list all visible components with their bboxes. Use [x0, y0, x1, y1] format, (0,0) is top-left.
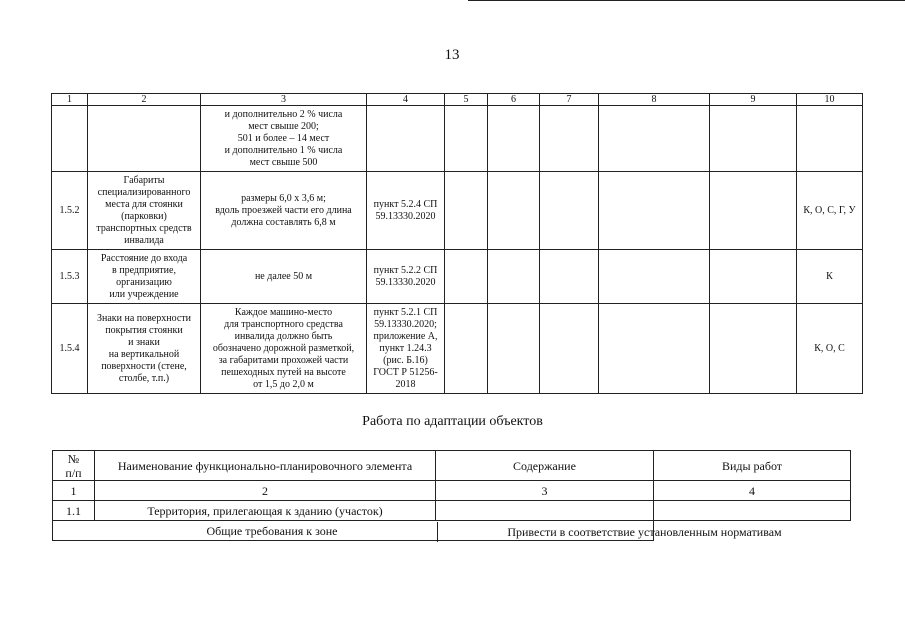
column-number: 8: [599, 94, 710, 106]
empty-cell: [488, 304, 540, 394]
column-number: 2: [95, 481, 436, 501]
normative-reference: пункт 5.2.2 СП 59.13330.2020: [367, 250, 445, 304]
empty-cell: [540, 172, 599, 250]
content-cell: [436, 501, 654, 521]
empty-cell: [540, 304, 599, 394]
element-name: [88, 106, 201, 172]
empty-cell: [599, 106, 710, 172]
general-requirements-action-text: Привести в соответствие установленным нормативам: [437, 522, 851, 542]
normative-reference: пункт 5.2.1 СП 59.13330.2020; приложение А, пункт 1.24.3 (рис. Б.16) ГОСТ Р 51256- 2018: [367, 304, 445, 394]
requirement-text: размеры 6,0 х 3,6 м; вдоль проезжей части его длина должна составлять 6,8 м: [201, 172, 367, 250]
empty-cell: [599, 304, 710, 394]
column-number: 1: [53, 481, 95, 501]
assessment-codes: К, О, С: [797, 304, 863, 394]
element-name: Территория, прилегающая к зданию (участок): [95, 501, 436, 521]
column-number: 10: [797, 94, 863, 106]
requirement-text: Каждое машино-место для транспортного средства инвалида должно быть обозначено дорожной разметкой, за габаритами прохожей части пешеходных путей на высоте от 1,5 до 2,0 м: [201, 304, 367, 394]
column-number: 1: [52, 94, 88, 106]
column-number: 2: [88, 94, 201, 106]
requirement-text: не далее 50 м: [201, 250, 367, 304]
empty-cell: [540, 106, 599, 172]
assessment-codes: [797, 106, 863, 172]
assessment-codes: К: [797, 250, 863, 304]
empty-cell: [488, 250, 540, 304]
column-number: 3: [201, 94, 367, 106]
table-row: [52, 304, 863, 394]
column-number-row: [53, 481, 851, 501]
column-number: 4: [654, 481, 851, 501]
row-number: 1.5.4: [52, 304, 88, 394]
page-number: 13: [444, 47, 460, 63]
assessment-codes: К, О, С, Г, У: [797, 172, 863, 250]
general-requirements-label: Общие требования к зоне: [53, 521, 654, 541]
column-number: 9: [710, 94, 797, 106]
empty-cell: [540, 250, 599, 304]
element-name: Знаки на поверхности покрытия стоянки и знаки на вертикальной поверхности (стене, столбе, т.п.): [88, 304, 201, 394]
normative-reference: [367, 106, 445, 172]
number-header: № п/п: [53, 451, 95, 481]
empty-cell: [445, 172, 488, 250]
empty-cell: [710, 250, 797, 304]
empty-cell: [445, 304, 488, 394]
normative-reference: пункт 5.2.4 СП 59.13330.2020: [367, 172, 445, 250]
header-row: [53, 451, 851, 481]
row-number: [52, 106, 88, 172]
empty-cell: [710, 304, 797, 394]
table-row: [52, 172, 863, 250]
works-header: Виды работ: [654, 451, 851, 481]
works-cell: [654, 501, 851, 521]
empty-cell: [488, 106, 540, 172]
element-name: Расстояние до входа в предприятие, организацию или учреждение: [88, 250, 201, 304]
element-name: Габариты специализированного места для стоянки (парковки) транспортных средств инвалида: [88, 172, 201, 250]
column-number: 7: [540, 94, 599, 106]
row-number: 1.5.2: [52, 172, 88, 250]
requirement-text: и дополнительно 2 % числа мест свыше 200; 501 и более – 14 мест и дополнительно 1 % числа мест свыше 500: [201, 106, 367, 172]
empty-cell: [599, 250, 710, 304]
row-number: 1.5.3: [52, 250, 88, 304]
column-number: 6: [488, 94, 540, 106]
empty-cell: [488, 172, 540, 250]
empty-cell: [445, 106, 488, 172]
column-number: 4: [367, 94, 445, 106]
section-title: Работа по адаптации объектов: [362, 414, 543, 429]
column-number: 5: [445, 94, 488, 106]
column-number: 3: [436, 481, 654, 501]
column-number-row: [52, 94, 863, 106]
content-header: Содержание: [436, 451, 654, 481]
table-row: [52, 106, 863, 172]
table-row: [52, 250, 863, 304]
row-number: 1.1: [53, 501, 95, 521]
top-border-line: [468, 0, 905, 1]
table-row: [53, 501, 851, 521]
name-header: Наименование функционально-планировочного элемента: [95, 451, 436, 481]
empty-cell: [599, 172, 710, 250]
requirements-table: [51, 93, 863, 394]
empty-cell: [710, 172, 797, 250]
empty-cell: [710, 106, 797, 172]
empty-cell: [445, 250, 488, 304]
